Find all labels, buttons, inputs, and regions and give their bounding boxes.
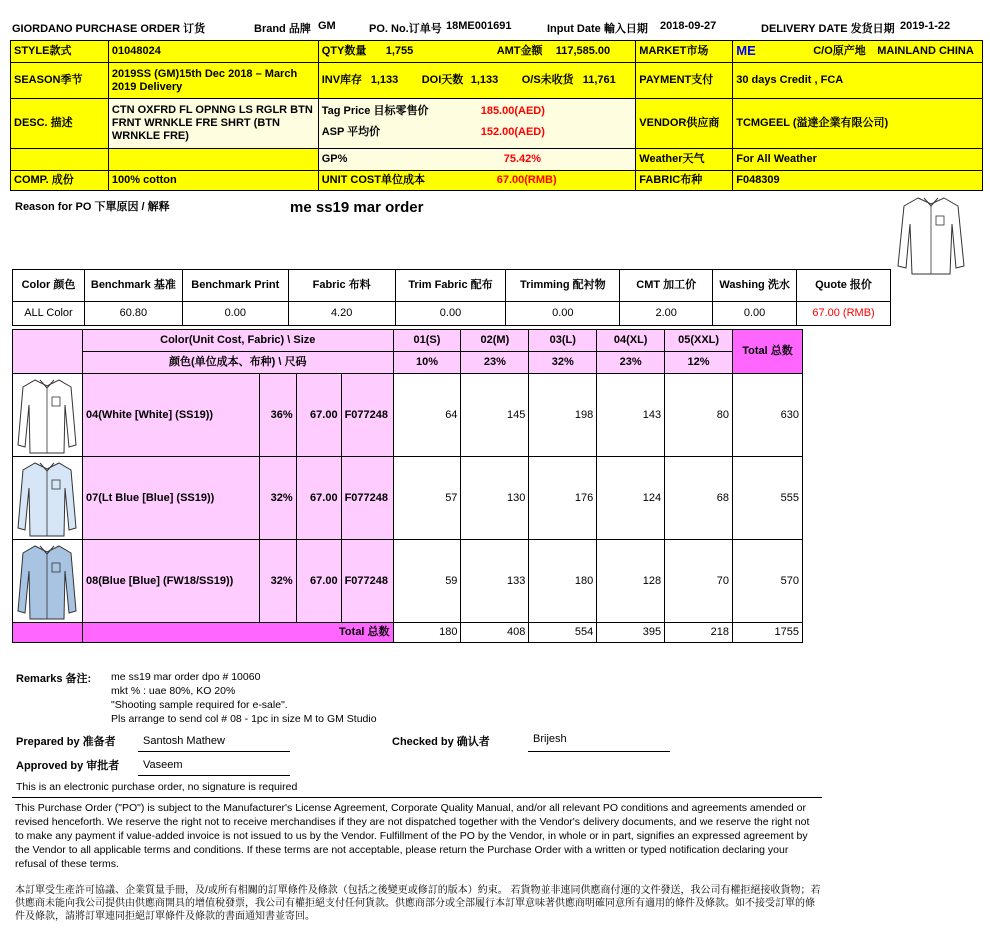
size-breakdown-table xyxy=(12,329,803,643)
amt-label: AMT金额 xyxy=(496,45,543,57)
color-row xyxy=(13,374,803,457)
cost-header-cell: Quote 报价 xyxy=(797,270,891,302)
size-header-cell: 01(S) xyxy=(393,330,461,352)
color-fabric-cell: F077248 xyxy=(341,457,393,540)
season-value: 2019SS (GM)15th Dec 2018 – March 2019 Delivery xyxy=(108,63,318,99)
light-blue-shirt-icon xyxy=(17,458,77,538)
prepared-by-value: Santosh Mathew xyxy=(143,735,225,747)
brand-value: GM xyxy=(318,20,336,32)
cost-header-cell: Color 颜色 xyxy=(13,270,85,302)
color-fabric-cell: F077248 xyxy=(341,374,393,457)
po-title: GIORDANO PURCHASE ORDER 订货 xyxy=(12,23,206,35)
size-header-cell: 04(XL) xyxy=(597,330,665,352)
size-total-cell: 554 xyxy=(529,623,597,643)
blue-shirt-icon xyxy=(17,541,77,621)
desc-label: DESC. 描述 xyxy=(11,99,109,149)
input-date-label: Input Date 輸入日期 xyxy=(547,23,648,35)
color-size-header-en: Color(Unit Cost, Fabric) \ Size xyxy=(82,330,393,352)
cost-breakdown-table xyxy=(12,269,891,326)
prepared-by-label: Prepared by 准备者 xyxy=(16,736,116,748)
color-fabric-cell: F077248 xyxy=(341,540,393,623)
approved-by-label: Approved by 审批者 xyxy=(16,760,120,772)
swatch-cell xyxy=(13,374,83,457)
delivery-date-label: DELIVERY DATE 发货日期 xyxy=(761,23,895,35)
gp-label: GP% xyxy=(321,153,348,165)
qty-value: 1,755 xyxy=(385,45,414,57)
comp-label: COMP. 成份 xyxy=(11,171,109,191)
comp-value: 100% cotton xyxy=(108,171,318,191)
asp-value: 152.00(AED) xyxy=(480,126,545,138)
po-number-label: PO. No.订单号 xyxy=(369,23,442,35)
color-name-cell: 07(Lt Blue [Blue] (SS19)) xyxy=(82,457,259,540)
grand-total-cell: 1755 xyxy=(733,623,803,643)
qty-cell: 124 xyxy=(597,457,665,540)
size-pct-cell: 12% xyxy=(665,352,733,374)
remarks-block xyxy=(111,670,377,726)
size-header-cell: 02(M) xyxy=(461,330,529,352)
doi-label: DOI天数 xyxy=(421,74,464,86)
color-name-cell: 04(White [White] (SS19)) xyxy=(82,374,259,457)
payment-value: 30 days Credit , FCA xyxy=(733,63,983,99)
cost-header-cell: Trim Fabric 配布 xyxy=(395,270,506,302)
cost-value-cell: 60.80 xyxy=(84,302,182,326)
tag-price-value: 185.00(AED) xyxy=(480,105,545,117)
checked-signature-line xyxy=(528,751,670,752)
qty-amt-cell xyxy=(318,41,636,63)
cost-value-cell: 4.20 xyxy=(288,302,395,326)
qty-cell: 80 xyxy=(665,374,733,457)
vendor-value: TCMGEEL (溢達企業有限公司) xyxy=(733,99,983,149)
qty-cell: 176 xyxy=(529,457,597,540)
row-total-cell: 555 xyxy=(733,457,803,540)
color-pct-cell: 32% xyxy=(259,457,296,540)
gp-value: 75.42% xyxy=(503,153,542,165)
approved-signature-line xyxy=(138,775,290,776)
color-size-header-cn: 颜色(单位成本、布种) \ 尺码 xyxy=(82,352,393,374)
cost-value-cell: 2.00 xyxy=(620,302,713,326)
weather-label: Weather天气 xyxy=(636,149,733,171)
color-name-cell: 08(Blue [Blue] (FW18/SS19)) xyxy=(82,540,259,623)
input-date-value: 2018-09-27 xyxy=(660,20,717,32)
color-pct-cell: 36% xyxy=(259,374,296,457)
qty-cell: 133 xyxy=(461,540,529,623)
cost-header-cell: Benchmark 基准 xyxy=(84,270,182,302)
po-number-value: 18ME001691 xyxy=(446,20,512,32)
row-total-cell: 570 xyxy=(733,540,803,623)
size-header-cell: 03(L) xyxy=(529,330,597,352)
weather-value: For All Weather xyxy=(733,149,983,171)
size-header-cell: 05(XXL) xyxy=(665,330,733,352)
size-total-cell: 408 xyxy=(461,623,529,643)
size-pct-cell: 23% xyxy=(597,352,665,374)
cost-header-cell: Fabric 布料 xyxy=(288,270,395,302)
swatch-cell xyxy=(13,457,83,540)
swatch-cell xyxy=(13,540,83,623)
vendor-label: VENDOR供应商 xyxy=(636,99,733,149)
remarks-line: "Shooting sample required for e-sale". xyxy=(111,699,288,711)
os-value: 11,761 xyxy=(582,74,616,86)
cost-value-cell: 0.00 xyxy=(395,302,506,326)
cost-quote-cell: 67.00 (RMB) xyxy=(797,302,891,326)
cost-header-cell: Washing 洗水 xyxy=(713,270,797,302)
shirt-sketch-icon xyxy=(896,194,966,276)
origin-value: MAINLAND CHINA xyxy=(877,45,974,57)
row-total-cell: 630 xyxy=(733,374,803,457)
brand-label: Brand 品牌 xyxy=(254,23,311,35)
checked-by-value: Brijesh xyxy=(533,733,567,745)
size-pct-cell: 23% xyxy=(461,352,529,374)
cost-header-cell: Trimming 配衬物 xyxy=(506,270,620,302)
cost-header-cell: CMT 加工价 xyxy=(620,270,713,302)
legal-text-en: This Purchase Order ("PO") is subject to the Manufacturer's License Agreement, Corporate Quality Manual, and/or all relevant PO conditions and agreements amended or revised henceforth. We reserve the right not to receive merchandises if they are not dispatched together with the Vendor's delivery documents, and we reserve the right not to make any payment if value-added invoice is not issued to us by the Vendor. Fulfillment of the PO by the Vendor, in whole or in part, signifies an expressed agreement by the Vendor to all applicable terms and conditions. If these terms are not acceptable, please return the Purchase Order with a written or typed notification declaring your refusal of these terms. xyxy=(15,802,810,870)
size-pct-cell: 32% xyxy=(529,352,597,374)
color-cost-cell: 67.00 xyxy=(296,374,341,457)
cost-value-cell: 0.00 xyxy=(713,302,797,326)
asp-label: ASP 平均价 xyxy=(321,126,381,138)
cost-header-row xyxy=(13,270,891,302)
qty-cell: 180 xyxy=(529,540,597,623)
qty-cell: 59 xyxy=(393,540,461,623)
totals-row xyxy=(13,623,803,643)
season-label: SEASON季节 xyxy=(11,63,109,99)
color-row xyxy=(13,540,803,623)
qty-label: QTY数量 xyxy=(321,45,367,57)
checked-by-label: Checked by 确认者 xyxy=(392,736,490,748)
gp-cell xyxy=(318,149,636,171)
qty-cell: 198 xyxy=(529,374,597,457)
white-shirt-icon xyxy=(17,375,77,455)
qty-cell: 68 xyxy=(665,457,733,540)
market-value: ME xyxy=(736,43,756,58)
color-row xyxy=(13,457,803,540)
inventory-cell xyxy=(318,63,636,99)
size-total-cell: 218 xyxy=(665,623,733,643)
inv-label: INV库存 xyxy=(321,74,363,86)
po-header xyxy=(12,20,987,36)
payment-label: PAYMENT支付 xyxy=(636,63,733,99)
qty-cell: 145 xyxy=(461,374,529,457)
electronic-po-note: This is an electronic purchase order, no signature is required xyxy=(16,781,298,793)
color-pct-cell: 32% xyxy=(259,540,296,623)
unit-cost-value: 67.00(RMB) xyxy=(496,174,557,186)
amt-value: 117,585.00 xyxy=(555,45,611,57)
style-value: 01048024 xyxy=(108,41,318,63)
style-label: STYLE款式 xyxy=(11,41,109,63)
remarks-line: Pls arrange to send col # 08 - 1pc in size M to GM Studio xyxy=(111,713,377,725)
size-pct-row xyxy=(13,352,803,374)
reason-value: me ss19 mar order xyxy=(290,199,424,216)
desc-value: CTN OXFRD FL OPNNG LS RGLR BTN FRNT WRNKLE FRE SHRT (BTN WRNKLE FRE) xyxy=(108,99,318,149)
size-total-cell: 395 xyxy=(597,623,665,643)
divider xyxy=(12,797,822,798)
approved-by-value: Vaseem xyxy=(143,759,183,771)
unit-cost-label: UNIT COST单位成本 xyxy=(321,174,425,186)
qty-cell: 64 xyxy=(393,374,461,457)
cost-value-cell: ALL Color xyxy=(13,302,85,326)
size-header-row xyxy=(13,330,803,352)
remarks-line: mkt % : uae 80%, KO 20% xyxy=(111,685,236,697)
qty-cell: 70 xyxy=(665,540,733,623)
remarks-label: Remarks 备注: xyxy=(16,673,92,685)
fabric-label: FABRIC布种 xyxy=(636,171,733,191)
qty-cell: 128 xyxy=(597,540,665,623)
cost-value-row xyxy=(13,302,891,326)
legal-text-cn: 本訂單受生產許可協議、企業質量手冊，及/或所有相關的訂單條件及條款（包括之後變更或修訂的版本）約束。 若貨物並非連同供應商付運的文件發送，我公司有權拒絕接收貨物；若供應商未能向我公司提供由供應商開具的增值稅發票，我公司有權拒絕支付任何貨款。供應商部分或全部履行本訂單意味著供應商明確同意所有適用的條件及條款。如不接受訂單的條件及條款，請將訂單連同拒絕訂單條件及條款的書面通知書並寄回。 xyxy=(15,885,821,922)
qty-cell: 143 xyxy=(597,374,665,457)
os-label: O/S未收货 xyxy=(521,74,574,86)
tag-price-label: Tag Price 目标零售价 xyxy=(321,105,429,117)
po-info-table xyxy=(10,40,983,191)
color-cost-cell: 67.00 xyxy=(296,540,341,623)
delivery-date-value: 2019-1-22 xyxy=(900,20,951,32)
reason-label: Reason for PO 下單原因 / 解释 xyxy=(15,201,170,213)
origin-label: C/O原产地 xyxy=(813,45,866,57)
price-cell xyxy=(318,99,636,149)
qty-cell: 130 xyxy=(461,457,529,540)
inv-value: 1,133 xyxy=(370,74,399,86)
doi-value: 1,133 xyxy=(470,74,499,86)
cost-value-cell: 0.00 xyxy=(506,302,620,326)
totals-label: Total 总数 xyxy=(82,623,393,643)
size-total-cell: 180 xyxy=(393,623,461,643)
cost-value-cell: 0.00 xyxy=(182,302,288,326)
total-header: Total 总数 xyxy=(733,330,803,374)
size-pct-cell: 10% xyxy=(393,352,461,374)
fabric-value: F048309 xyxy=(733,171,983,191)
market-label: MARKET市场 xyxy=(636,41,733,63)
qty-cell: 57 xyxy=(393,457,461,540)
cost-header-cell: Benchmark Print xyxy=(182,270,288,302)
prepared-signature-line xyxy=(138,751,290,752)
unit-cost-cell xyxy=(318,171,636,191)
market-origin-cell xyxy=(733,41,983,63)
color-cost-cell: 67.00 xyxy=(296,457,341,540)
remarks-line: me ss19 mar order dpo # 10060 xyxy=(111,671,261,683)
